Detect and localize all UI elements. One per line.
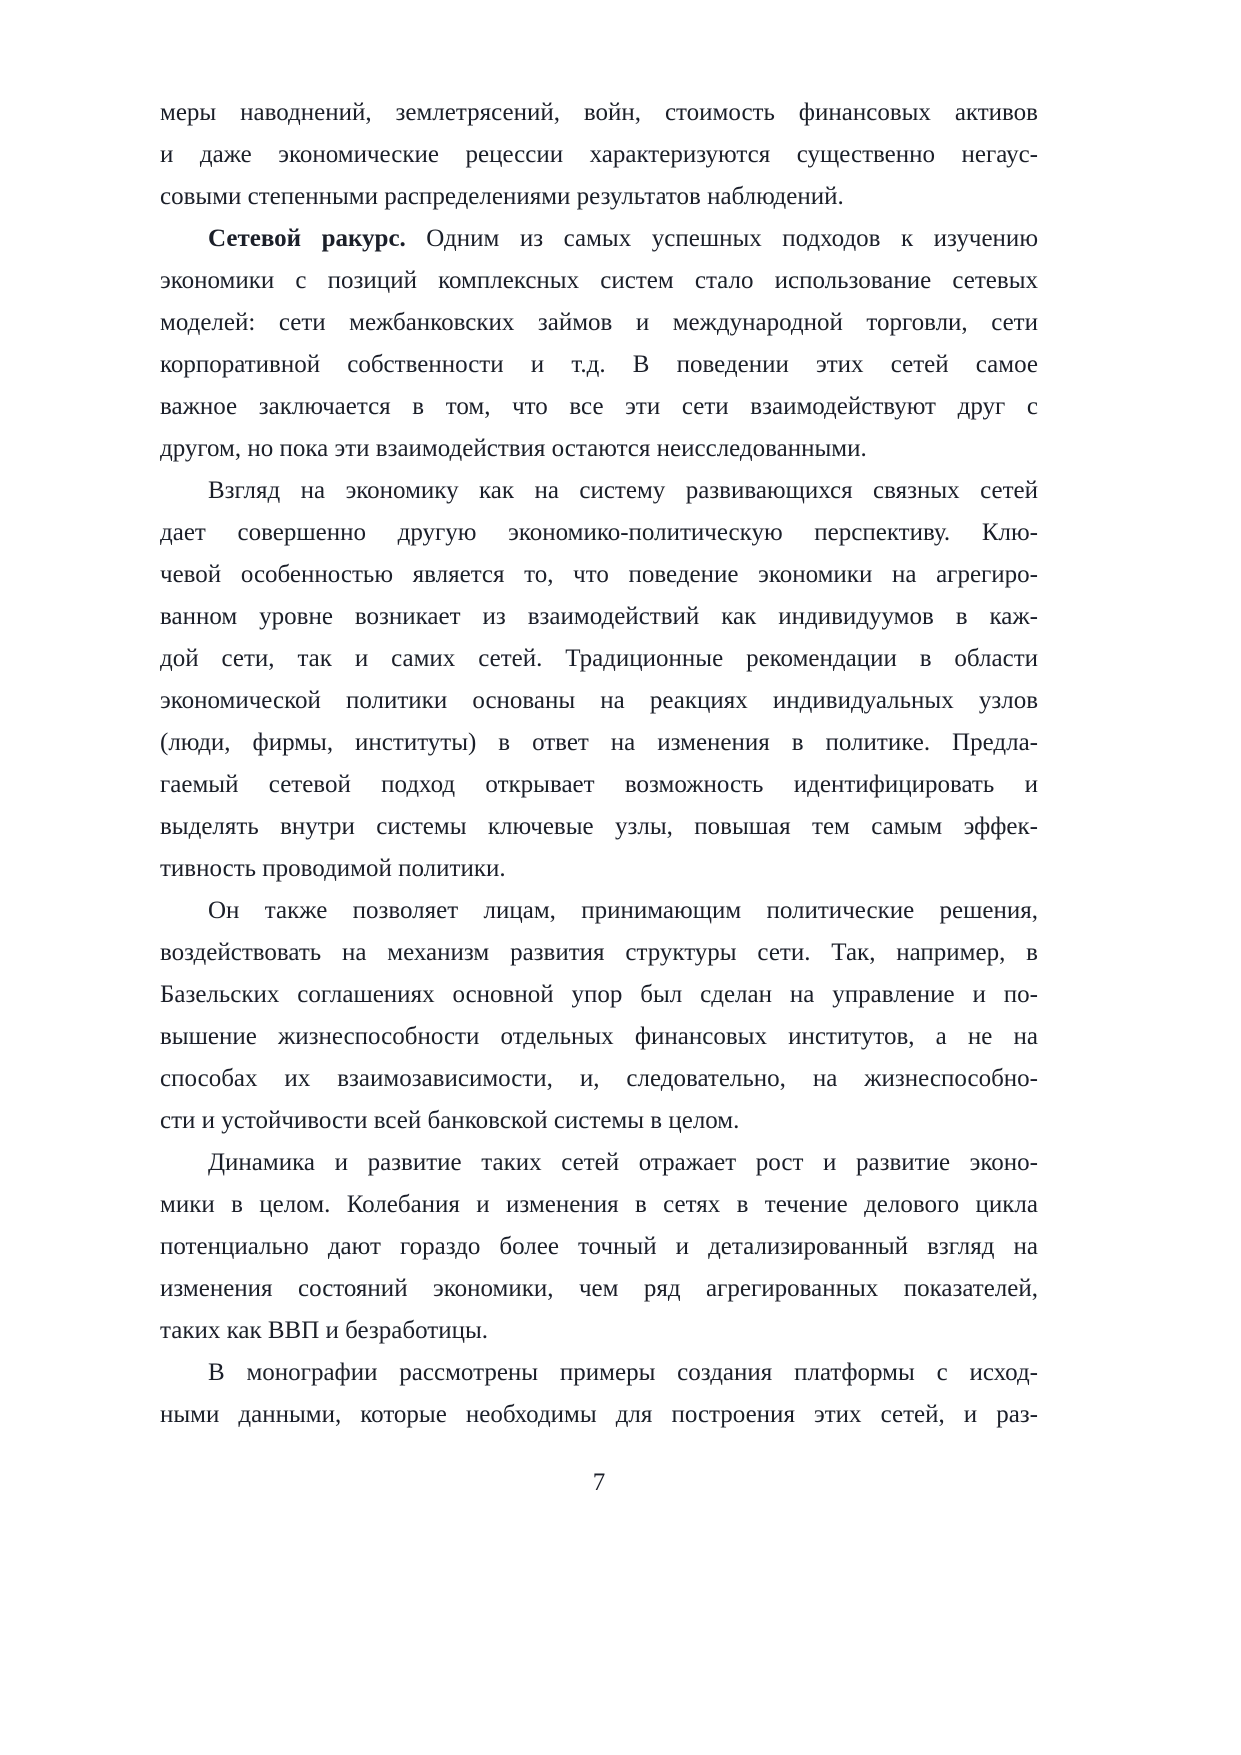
paragraph [160,92,1038,218]
text-line: В монографии рассмотрены примеры создания платформы с исход- [208,1359,1038,1386]
text-line: Базельских соглашениях основной упор был сделан на управление и по- [160,981,1038,1008]
text-line: мики в целом. Колебания и изменения в сетях в течение делового цикла [160,1191,1038,1218]
text-line: изменения состояний экономики, чем ряд агрегированных показателей, [160,1275,1038,1302]
text-line: экономики с позиций комплексных систем стало использование сетевых [160,267,1038,294]
text-line: чевой особенностью является то, что поведение экономики на агрегиро- [160,561,1038,588]
text-line: гаемый сетевой подход открывает возможность идентифицировать и [160,771,1038,798]
paragraph [160,218,1038,470]
text-line: дает совершенно другую экономико-политическую перспективу. Клю- [160,519,1038,546]
paragraph [160,1352,1038,1436]
paragraph [160,890,1038,1142]
paragraph [160,1142,1038,1352]
text-line: корпоративной собственности и т.д. В поведении этих сетей самое [160,351,1038,378]
paragraph [160,470,1038,890]
text-line: Он также позволяет лицам, принимающим политические решения, [208,897,1038,924]
text-line: воздействовать на механизм развития структуры сети. Так, например, в [160,939,1038,966]
text-line: таких как ВВП и безработицы. [160,1317,489,1344]
text-line: другом, но пока эти взаимодействия остаются неисследованными. [160,435,867,462]
page-text [160,92,1038,1436]
page-number: 7 [592,1469,606,1496]
text-line: тивность проводимой политики. [160,855,506,882]
text-line: важное заключается в том, что все эти сети взаимодействуют друг с [160,393,1038,420]
text-line: сти и устойчивости всей банковской системы в целом. [160,1107,740,1134]
text-line: вышение жизнеспособности отдельных финансовых институтов, а не на [160,1023,1038,1050]
text-line: Сетевой ракурс. Одним из самых успешных подходов к изучению [208,225,1038,252]
text-line: экономической политики основаны на реакциях индивидуальных узлов [160,687,1038,714]
text-line: потенциально дают гораздо более точный и детализированный взгляд на [160,1233,1038,1260]
text-line: моделей: сети межбанковских займов и международной торговли, сети [160,309,1038,336]
text-line: и даже экономические рецессии характеризуются существенно негаус- [160,141,1038,168]
text-line: совыми степенными распределениями результатов наблюдений. [160,183,844,210]
text-line: Динамика и развитие таких сетей отражает рост и развитие эконо- [208,1149,1038,1176]
text-line: дой сети, так и самих сетей. Традиционные рекомендации в области [160,645,1038,672]
text-line: Взгляд на экономику как на систему развивающихся связных сетей [208,477,1038,504]
text-line: способах их взаимозависимости, и, следовательно, на жизнеспособно- [160,1065,1038,1092]
text-line: (люди, фирмы, институты) в ответ на изменения в политике. Предла- [160,729,1038,756]
paragraph-bold-lead: Сетевой ракурс. [208,225,406,252]
text-line: ными данными, которые необходимы для построения этих сетей, и раз- [160,1401,1038,1428]
text-line: выделять внутри системы ключевые узлы, повышая тем самым эффек- [160,813,1038,840]
text-line: меры наводнений, землетрясений, войн, стоимость финансовых активов [160,99,1038,126]
text-line: ванном уровне возникает из взаимодействий как индивидуумов в каж- [160,603,1038,630]
